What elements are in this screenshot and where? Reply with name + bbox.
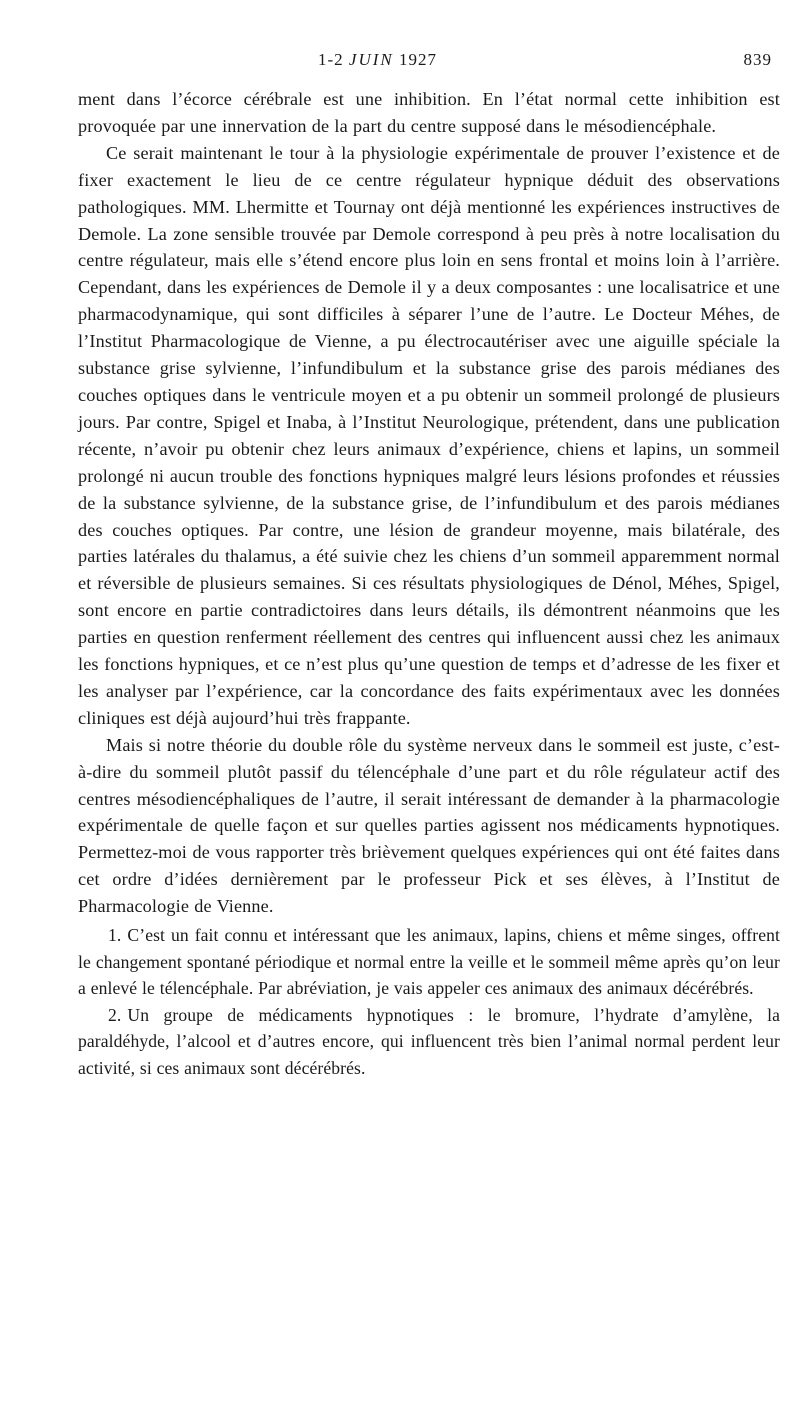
- paragraph-3: Mais si notre théorie du double rôle du système nerveux dans le sommeil est juste, c’est-à-dire du sommeil plutôt passif du télencéphale d’une part et du rôle régulateur actif des centres mésodiencéphaliques de l’autre, il serait intéressant de demander à la pharmacologie expérimentale de quelle façon et sur quelles parties agissent nos médicaments hypnotiques. Permettez-moi de vous rapporter très brièvement quelques expériences qui ont été faites dans cet ordre d’idées dernièrement par le professeur Pick et ses élèves, à l’Institut de Pharmacologie de Vienne.: [78, 734, 780, 917]
- footnote-2-number: 2.: [108, 1004, 122, 1025]
- header-year: 1927: [399, 50, 437, 69]
- footnote-1: [78, 922, 780, 1002]
- paragraph-1: ment dans l’écorce cérébrale est une inhibition. En l’état normal cette inhibition est provoquée par une innervation de la part du centre supposé dans le mésodiencéphale.: [78, 89, 780, 136]
- footnote-2: [78, 1002, 780, 1082]
- paragraph-2: Ce serait maintenant le tour à la physiologie expérimentale de prouver l’existence et de fixer exactement le lieu de ce centre régulateur hypnique déduit des observations pathologiques. MM. Lhermitte et Tournay ont déjà mentionné les expériences instructives de Demole. La zone sensible trouvée par Demole correspond à peu près à notre localisation du centre régulateur, mais elle s’étend encore plus loin en sens frontal et moins loin à l’arrière. Cependant, dans les expériences de Demole il y a deux composantes : une localisatrice et une pharmacodynamique, qui sont difficiles à séparer l’une de l’autre. Le Docteur Méhes, de l’Institut Pharmacologique de Vienne, a pu électrocautériser avec une aiguille spéciale la substance grise sylvienne, l’infundibulum et la substance grise des parois médianes des couches optiques dans le ventricule moyen et a pu obtenir un sommeil prolongé de plusieurs jours. Par contre, Spigel et Inaba, à l’Institut Neurologique, prétendent, dans une publication récente, n’avoir pu obtenir chez leurs animaux d’expérience, chiens et lapins, un sommeil prolongé ni aucun trouble des fonctions hypniques malgré leurs lésions profondes et réussies de la substance sylvienne, de la substance grise, de l’infundibulum et des parois médianes des couches optiques. Par contre, une lésion de grandeur moyenne, mais bilatérale, des parties latérales du thalamus, a été suivie chez les chiens d’un sommeil apparemment normal et réversible de plusieurs semaines. Si ces résultats physiologiques de Dénol, Méhes, Spigel, sont encore en partie contradictoires dans leurs détails, ils démontrent néanmoins que les parties en question renferment réellement des centres qui influencent aussi chez les animaux les fonctions hypniques, et ce n’est plus qu’une question de temps et d’adresse de les fixer et les analyser par l’expérience, car la concordance des faits expérimentaux avec les données cliniques est déjà aujourd’hui très frappante.: [78, 142, 780, 728]
- page-number: 839: [743, 50, 772, 69]
- header-date: [318, 50, 437, 70]
- footnote-2-text: Un groupe de médicaments hypnotiques : le bromure, l’hydrate d’amylène, la paraldéhyde, l’alcool et d’autres encore, qui influencent très bien l’animal normal perdent leur activité, si ces animaux sont décérébrés.: [78, 1004, 780, 1078]
- footnotes: [78, 922, 780, 1081]
- body-text: [78, 86, 780, 920]
- running-head: [78, 50, 780, 80]
- header-day: 1-2: [318, 50, 344, 69]
- footnote-1-number: 1.: [108, 925, 122, 946]
- footnote-1-text: C’est un fait connu et intéressant que les animaux, lapins, chiens et même singes, offrent le changement spontané périodique et normal entre la veille et le sommeil même après qu’on leur a enlevé le télencéphale. Par abréviation, je vais appeler ces animaux des animaux décérébrés.: [78, 925, 780, 999]
- header-month: JUIN: [348, 50, 394, 69]
